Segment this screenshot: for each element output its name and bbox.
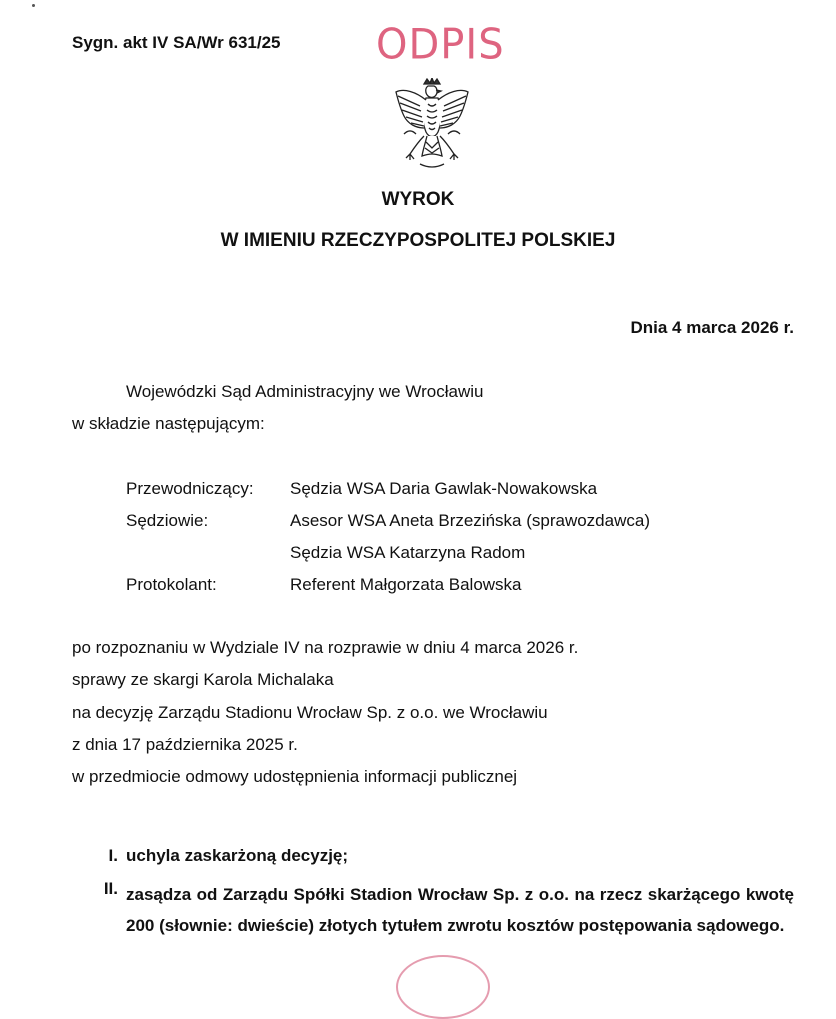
scan-speck	[32, 4, 35, 7]
ruling-item: zasądza od Zarządu Spółki Stadion Wrocław Sp. z o.o. na rzecz skarżącego kwotę 200 (słownie: dwieście) złotych tytułem zwrotu kosztów postępowania sądowego.	[126, 885, 794, 935]
proceedings-line: sprawy ze skargi Karola Michalaka	[72, 670, 334, 689]
panel-role: Sędziowie:	[126, 511, 209, 530]
proceedings-line: w przedmiocie odmowy udostępnienia informacji publicznej	[72, 767, 518, 786]
proceedings-line: z dnia 17 października 2025 r.	[72, 735, 298, 754]
proceedings-line: po rozpoznaniu w Wydziale IV na rozprawie w dniu 4 marca 2026 r.	[72, 638, 579, 657]
judgment-date: Dnia 4 marca 2026 r.	[630, 318, 794, 337]
proceedings-line: na decyzję Zarządu Stadionu Wrocław Sp. z o.o. we Wrocławiu	[72, 703, 548, 722]
court-seal-edge	[396, 955, 490, 1019]
polish-eagle-emblem-icon	[392, 78, 472, 174]
case-signature: Sygn. akt IV SA/Wr 631/25	[72, 33, 281, 52]
panel-person: Sędzia WSA Daria Gawlak-Nowakowska	[290, 479, 598, 498]
ruling-numeral: I.	[108, 846, 118, 865]
court-name: Wojewódzki Sąd Administracyjny we Wrocławiu	[126, 382, 484, 401]
panel-person: Referent Małgorzata Balowska	[290, 575, 522, 594]
panel-person: Asesor WSA Aneta Brzezińska (sprawozdawca)	[290, 511, 650, 530]
panel-role: Protokolant:	[126, 575, 217, 594]
odpis-stamp: ODPIS	[376, 20, 505, 70]
composition-intro: w składzie następującym:	[72, 414, 265, 433]
document-subtitle: W IMIENIU RZECZYPOSPOLITEJ POLSKIEJ	[220, 230, 616, 251]
document-title: WYROK	[381, 189, 455, 210]
ruling-numeral: II.	[103, 879, 118, 898]
ruling-item: uchyla zaskarżoną decyzję;	[126, 846, 349, 865]
panel-person: Sędzia WSA Katarzyna Radom	[290, 543, 526, 562]
panel-role: Przewodniczący:	[126, 479, 254, 498]
